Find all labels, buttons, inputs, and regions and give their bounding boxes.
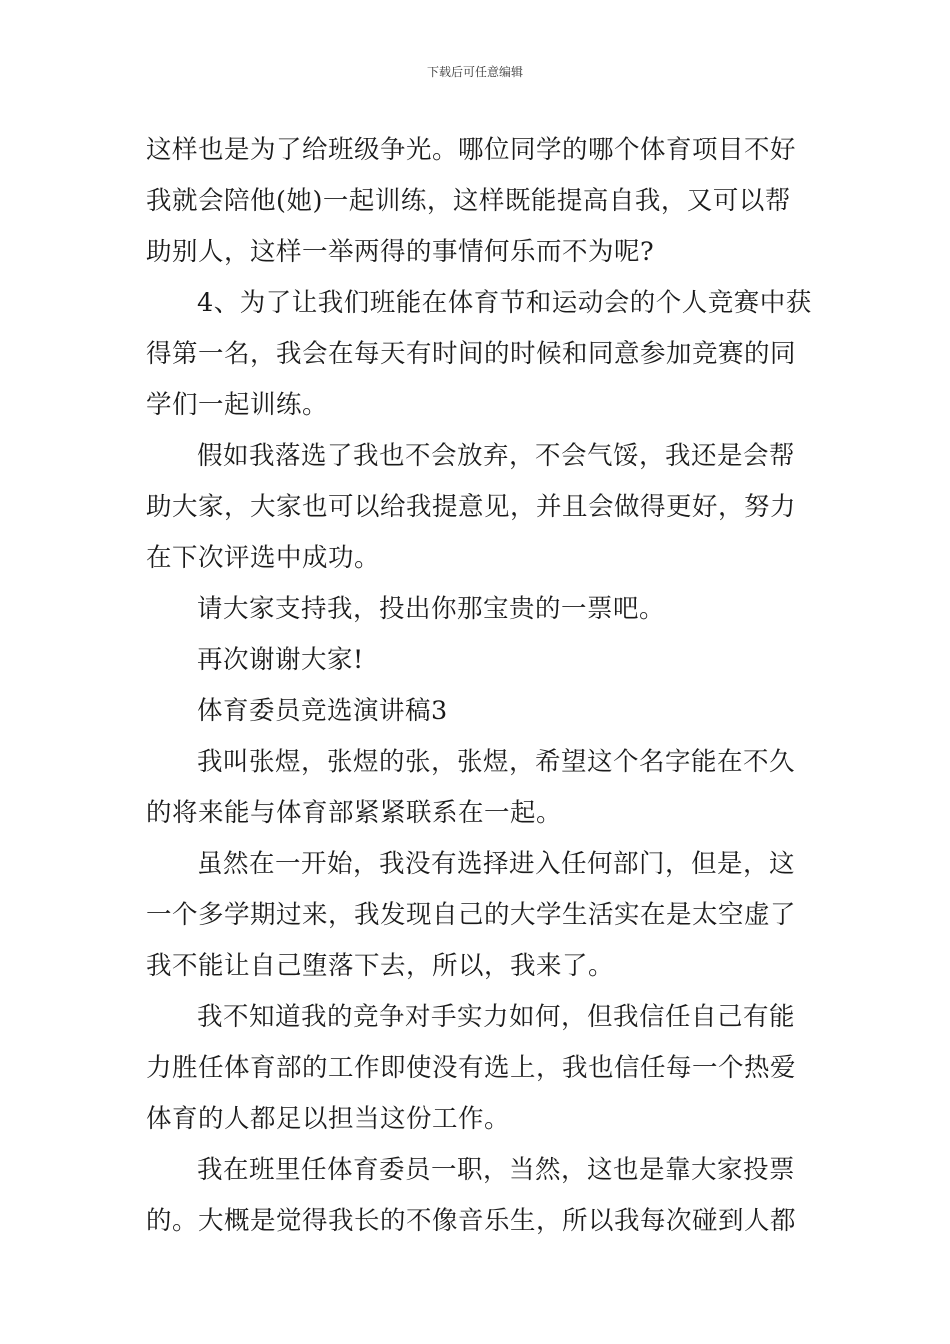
text-line: 体育的人都足以担当这份工作。 [146, 1104, 511, 1134]
paragraph-start-line: 假如我落选了我也不会放弃，不会气馁，我还是会帮 [197, 441, 796, 471]
paragraph-start-line: 4、为了让我们班能在体育节和运动会的个人竞赛中获 [197, 288, 812, 318]
text-line: 得第一名，我会在每天有时间的时候和同意参加竞赛的同 [146, 339, 797, 369]
text-line: 我就会陪他(她)一起训练，这样既能提高自我，又可以帮 [146, 186, 791, 216]
text-line: 这样也是为了给班级争光。哪位同学的哪个体育项目不好 [146, 135, 797, 165]
paragraph-start-line: 虽然在一开始，我没有选择进入任何部门，但是，这 [197, 849, 796, 879]
text-line: 助大家，大家也可以给我提意见，并且会做得更好，努力 [146, 492, 797, 522]
text-line: 的。大概是觉得我长的不像音乐生，所以我每次碰到人都 [146, 1206, 797, 1236]
text-line: 助别人，这样一举两得的事情何乐而不为呢? [146, 237, 655, 267]
paragraph-start-line: 我不知道我的竞争对手实力如何，但我信任自己有能 [197, 1002, 796, 1032]
paragraph-start-line: 请大家支持我，投出你那宝贵的一票吧。 [197, 594, 666, 624]
page-header: 下载后可任意编辑 [426, 65, 523, 79]
text-line: 在下次评选中成功。 [146, 543, 381, 573]
text-line: 我不能让自己堕落下去，所以，我来了。 [146, 951, 615, 981]
paragraph-start-line: 再次谢谢大家! [197, 645, 364, 675]
section-title: 体育委员竞选演讲稿3 [197, 696, 448, 726]
paragraph-start-line: 我叫张煜，张煜的张，张煜，希望这个名字能在不久 [197, 747, 796, 777]
text-line: 学们一起训练。 [146, 390, 329, 420]
text-line: 力胜任体育部的工作即使没有选上，我也信任每一个热爱 [146, 1053, 797, 1083]
text-line: 的将来能与体育部紧紧联系在一起。 [146, 798, 563, 828]
document-body [146, 125, 811, 1247]
text-line: 一个多学期过来，我发现自己的大学生活实在是太空虚了 [146, 900, 797, 930]
paragraph-start-line: 我在班里任体育委员一职，当然，这也是靠大家投票 [197, 1155, 796, 1185]
